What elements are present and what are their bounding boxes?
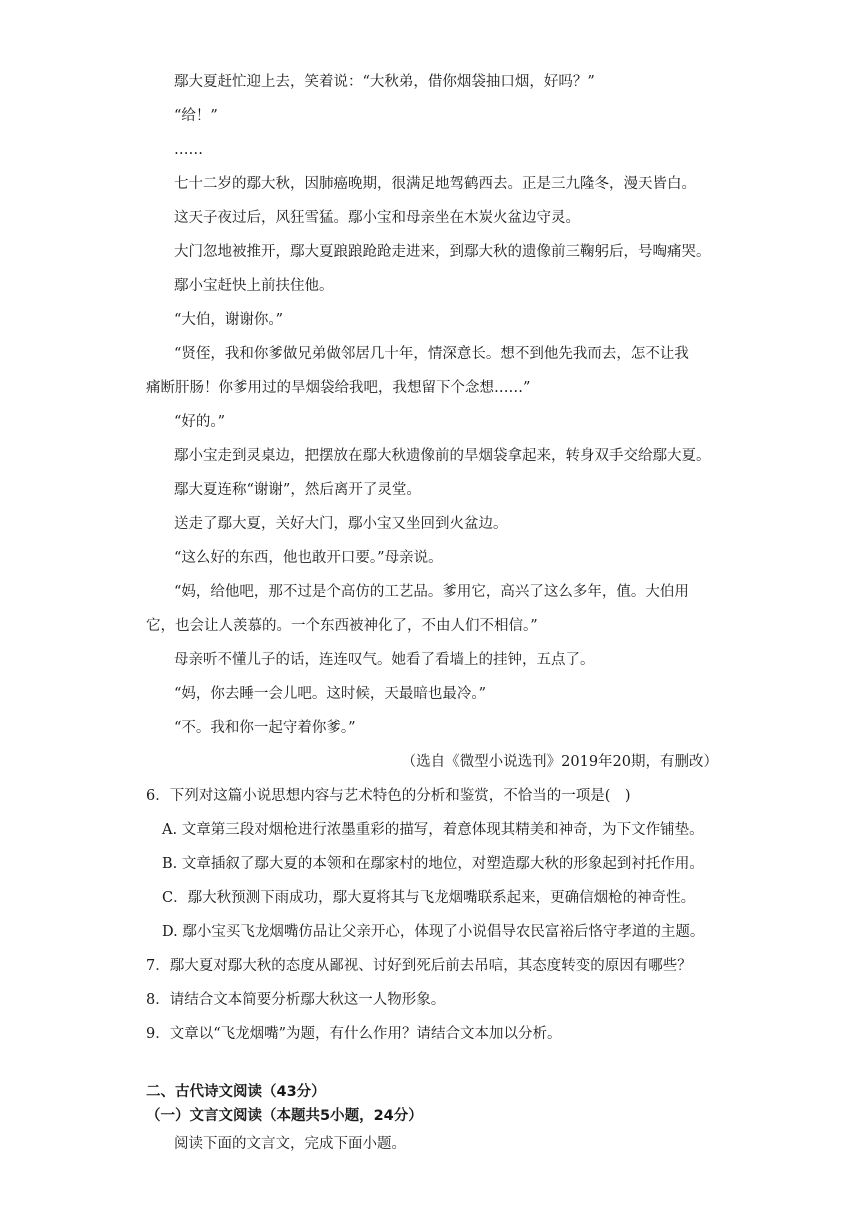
paragraph: 鄢大夏连称“谢谢”，然后离开了灵堂。 xyxy=(174,482,421,498)
source-citation: （选自《微型小说选刊》2019年20期，有删改） xyxy=(401,754,718,770)
paragraph: “这么好的东西，他也敢开口要。”母亲说。 xyxy=(174,550,443,566)
paragraph: “不。我和你一起守着你爹。” xyxy=(174,720,356,736)
paragraph: 鄢小宝赶快上前扶住他。 xyxy=(174,278,334,294)
subsection-heading: （一）文言文阅读（本题共5小题，24分） xyxy=(146,1108,423,1124)
question-9: 9．文章以“飞龙烟嘴”为题，有什么作用？请结合文本加以分析。 xyxy=(146,1026,562,1042)
question-8: 8．请结合文本简要分析鄢大秋这一人物形象。 xyxy=(146,992,446,1008)
option-d: D. 鄢小宝买飞龙烟嘴仿品让父亲开心，体现了小说倡导农民富裕后恪守孝道的主题。 xyxy=(162,924,705,940)
question-7: 7．鄢大夏对鄢大秋的态度从鄙视、讨好到死后前去吊唁，其态度转变的原因有哪些？ xyxy=(146,958,692,974)
paragraph: 七十二岁的鄢大秋，因肺癌晚期，很满足地驾鹤西去。正是三九隆冬，漫天皆白。 xyxy=(174,176,696,192)
paragraph: 这天子夜过后，风狂雪猛。鄢小宝和母亲坐在木炭火盆边守灵。 xyxy=(174,210,580,226)
paragraph: “妈，给他吧，那不过是个高仿的工艺品。爹用它，高兴了这么多年，值。大伯用 xyxy=(174,584,689,600)
paragraph: “大伯，谢谢你。” xyxy=(174,312,284,328)
paragraph: “好的。” xyxy=(174,414,226,430)
paragraph-continuation: 它，也会让人羡慕的。一个东西被神化了，不由人们不相信。” xyxy=(146,618,538,634)
paragraph-continuation: 痛断肝肠！你爹用过的旱烟袋给我吧，我想留下个念想……” xyxy=(146,380,531,396)
option-c: C．鄢大秋预测下雨成功，鄢大夏将其与飞龙烟嘴联系起来，更确信烟枪的神奇性。 xyxy=(162,890,696,906)
question-6: 6．下列对这篇小说思想内容与艺术特色的分析和鉴赏，不恰当的一项是( ) xyxy=(146,788,631,804)
paragraph: 鄢小宝走到灵桌边，把摆放在鄢大秋遗像前的旱烟袋拿起来，转身双手交给鄢大夏。 xyxy=(174,448,711,464)
section-heading: 二、古代诗文阅读（43分） xyxy=(146,1084,326,1100)
paragraph: 母亲听不懂儿子的话，连连叹气。她看了看墙上的挂钟，五点了。 xyxy=(174,652,595,668)
paragraph: 送走了鄢大夏，关好大门，鄢小宝又坐回到火盆边。 xyxy=(174,516,508,532)
option-b: B. 文章插叙了鄢大夏的本领和在鄢家村的地位，对塑造鄢大秋的形象起到衬托作用。 xyxy=(162,856,704,872)
paragraph: 鄢大夏赶忙迎上去，笑着说：“大秋弟，借你烟袋抽口烟，好吗？” xyxy=(174,74,595,90)
paragraph: “贤侄，我和你爹做兄弟做邻居几十年，情深意长。想不到他先我而去，怎不让我 xyxy=(174,346,689,362)
ellipsis-line: …… xyxy=(174,142,203,158)
paragraph: 大门忽地被推开，鄢大夏踉踉跄跄走进来，到鄢大秋的遗像前三鞠躬后，号啕痛哭。 xyxy=(174,244,711,260)
paragraph: “妈，你去睡一会儿吧。这时候，天最暗也最冷。” xyxy=(174,686,487,702)
paragraph: “给！” xyxy=(174,108,218,124)
instruction: 阅读下面的文言文，完成下面小题。 xyxy=(174,1136,406,1152)
option-a: A. 文章第三段对烟枪进行浓墨重彩的描写，着意体现其精美和神奇，为下文作铺垫。 xyxy=(162,822,704,838)
